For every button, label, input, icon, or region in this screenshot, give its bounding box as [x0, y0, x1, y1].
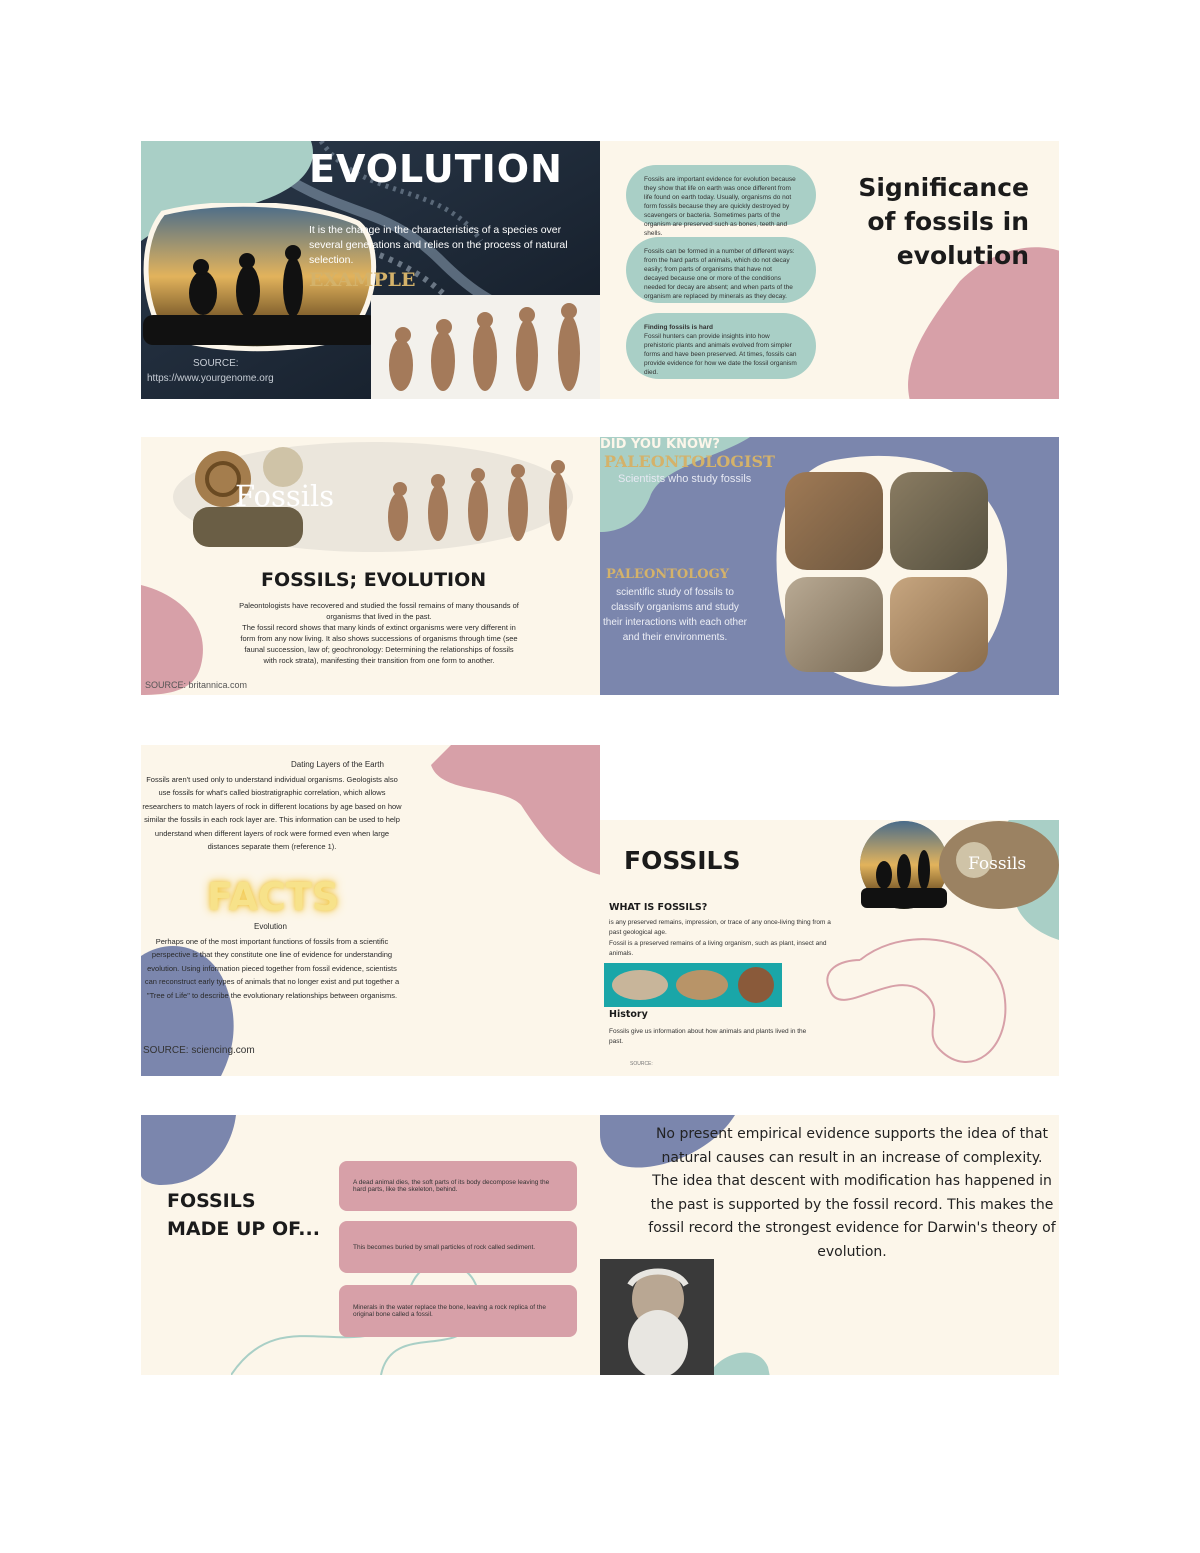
- info-bubble-3: [626, 313, 816, 379]
- slide-fossils-evolution: [141, 437, 600, 695]
- slide-what-is-fossils: [600, 820, 1059, 1076]
- source-text: SOURCE: sciencing.com: [143, 1045, 255, 1056]
- title-line-2: MADE UP OF...: [167, 1218, 320, 1240]
- history-text: Fossils give us information about how animals and plants lived in the past.: [609, 1028, 807, 1045]
- slide-facts: [141, 745, 600, 1076]
- fossil-specimens-image: [604, 963, 782, 1007]
- darwin-quote: No present empirical evidence supports the idea of that natural causes can result in an increase of complexity. The idea that descent with modification has happened in the past is supported by the fossil record. This makes the fossil record the strongest evidence for Darwin's theory of evolution.: [648, 1126, 1056, 1260]
- periwinkle-top-blob: [141, 1115, 241, 1195]
- step-box-3: Minerals in the water replace the bone, leaving a rock replica of the original bone called a fossil.: [339, 1285, 577, 1337]
- slide-significance: [600, 141, 1059, 399]
- slide-paleontologist: [600, 437, 1059, 695]
- fossils-evolution-heading: FOSSILS; EVOLUTION: [261, 569, 487, 591]
- source-label: SOURCE:: [193, 358, 239, 369]
- definition-text: It is the change in the characteristics of a species over several generations and relies on the process of natural selection.: [309, 224, 568, 266]
- title-line-1: Significance: [858, 173, 1029, 202]
- pink-outline-loop: [820, 930, 1020, 1076]
- body-para-1: Paleontologists have recovered and studied the fossil remains of many thousands of organisms that lived in the past.: [239, 601, 519, 621]
- source-text: SOURCE: britannica.com: [145, 680, 248, 690]
- source-text: SOURCE:: [630, 1061, 653, 1067]
- fossils-collage-image: [173, 437, 573, 552]
- fossils-evolution-body: [239, 600, 519, 666]
- slide-made-up-of: [141, 1115, 600, 1375]
- info-bubble-2: Fossils can be formed in a number of different ways: from the hard parts of animals, which do not decay easily; from parts of organisms that have not decayed because one or more of the conditions needed for decay are absent; and when parts of the organism are replaced by minerals as they decay.: [626, 237, 816, 303]
- did-you-know: DID YOU KNOW?: [600, 437, 720, 452]
- header-collage-image: [859, 820, 1059, 910]
- dig-photo-3: [785, 577, 883, 672]
- made-up-of-title: [167, 1187, 320, 1243]
- evolution-subheading: Evolution: [254, 922, 287, 931]
- slide-darwin-quote: [600, 1115, 1059, 1375]
- body-para-2: The fossil record shows that many kinds of extinct organisms were very different in form from any now living. It also shows successions of organisms through time (see faunal succession, law of; geochronology: Determining the relationships of fossils with rock strata), manifesting their transition from one form to another.: [240, 623, 518, 665]
- info-bubble-1: Fossils are important evidence for evolution because they show that life on earth was once different from life found on earth today. Usually, organisms do not form fossils because they are quickly destroyed by scavengers or bacteria. Sometimes parts of the organism are preserved such as bones, teeth and shells.: [626, 165, 816, 225]
- pink-top-blob: [431, 745, 600, 875]
- dig-photo-4: [890, 577, 988, 672]
- example-label: EXAMPLE: [309, 269, 416, 291]
- bubble-3-heading: Finding fossils is hard: [644, 324, 713, 331]
- significance-title: [858, 171, 1029, 273]
- step-box-1: A dead animal dies, the soft parts of its body decompose leaving the hard parts, like the skeleton, behind.: [339, 1161, 577, 1211]
- definition-2: Fossil is a preserved remains of a living organism, such as plant, insect and animals.: [609, 940, 827, 957]
- dig-photo-2: [890, 472, 988, 570]
- history-heading: History: [609, 1009, 648, 1020]
- title-line-2: of fossils in: [867, 207, 1029, 236]
- title-line-1: FOSSILS: [167, 1190, 256, 1212]
- fossils-word: Fossils: [235, 479, 335, 513]
- what-is-fossils-heading: WHAT IS FOSSILS?: [609, 902, 708, 913]
- dating-layers-heading: Dating Layers of the Earth: [291, 760, 384, 769]
- evolution-march-image: [371, 295, 600, 399]
- header-fossils-word: Fossils: [968, 854, 1027, 874]
- facts-glow-title: FACTS: [207, 875, 340, 919]
- paleontology-definition: scientific study of fossils to classify organisms and study their interactions with each other and their environments.: [603, 587, 747, 643]
- definition-1: is any preserved remains, impression, or trace of any once-living thing from a past geological age.: [609, 919, 831, 936]
- title-line-3: evolution: [896, 241, 1029, 270]
- bubble-3-text: Fossil hunters can provide insights into how prehistoric plants and animals evolved from simpler forms and have been preserved. At times, fossils can provide evidence for how we date the fossil organism died.: [644, 333, 797, 376]
- pink-corner-blob: [141, 585, 231, 695]
- darwin-portrait: [600, 1259, 714, 1375]
- paleontologist-definition: Scientists who study fossils: [618, 473, 752, 485]
- paleontologist-title: PALEONTOLOGIST: [604, 452, 775, 471]
- source-url: https://www.yourgenome.org: [147, 373, 274, 384]
- slide-evolution: [141, 141, 600, 399]
- facts-evolution-body: Perhaps one of the most important functions of fossils from a scientific perspective is that they constitute one line of evidence for understanding evolution. Using information pieced together from fossil evidence, scientists can reconstruct early types of animals that no longer exist and put together a "Tree of Life" to describe the evolutionary relationships between organisms.: [144, 937, 400, 1000]
- fossils-title: FOSSILS: [624, 846, 741, 875]
- dig-photo-1: [785, 472, 883, 570]
- step-box-2: This becomes buried by small particles of rock called sediment.: [339, 1221, 577, 1273]
- mint-bottom-blob: [708, 1347, 778, 1375]
- slide-title: EVOLUTION: [309, 147, 563, 191]
- paleontology-title: PALEONTOLOGY: [606, 567, 730, 582]
- dating-layers-body: Fossils aren't used only to understand individual organisms. Geologists also use fossils for what's called biostratigraphic correlation, which allows researchers to match layers of rock in different locations by age based on how similar the fossils in each rock layer are. This information can be used to help understand when different layers of rock were formed even when large distances separate them (reference 1).: [142, 775, 402, 852]
